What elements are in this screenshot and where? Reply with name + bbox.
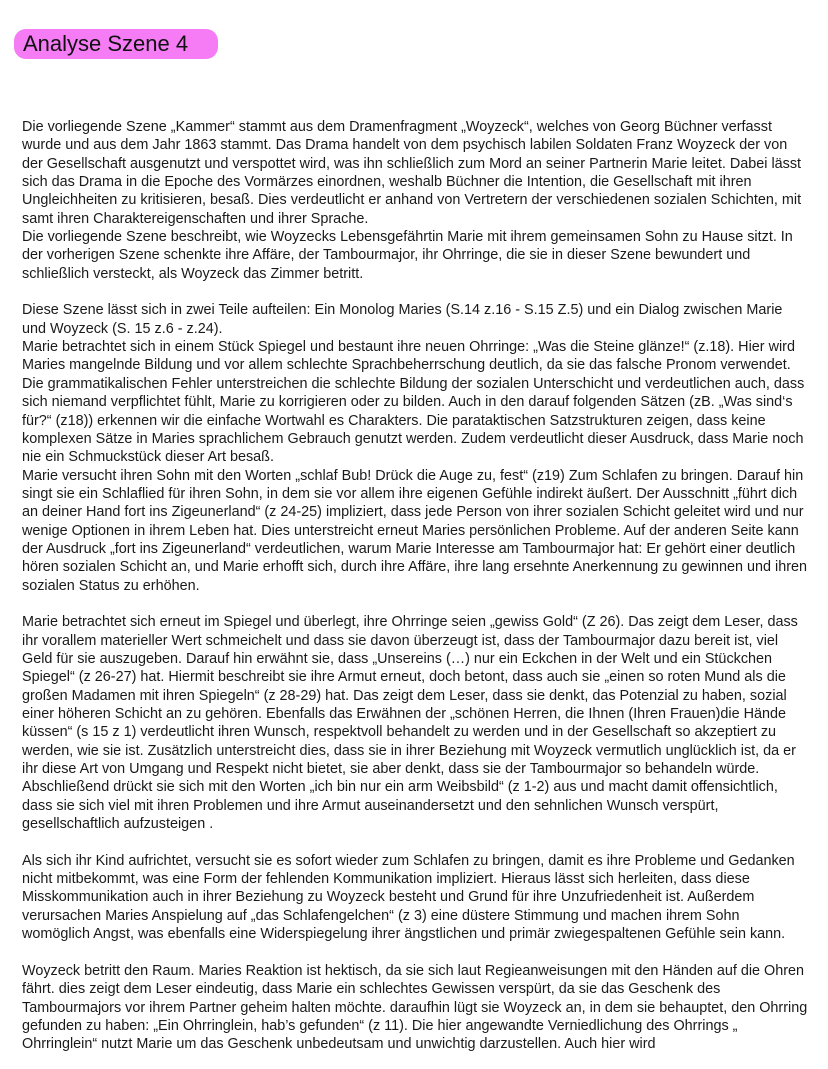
paragraph: Marie betrachtet sich in einem Stück Spiegel und bestaunt ihre neuen Ohrringe: „Was die Steine glänze!“ (z.18). Hier wird Maries mangelnde Bildung und vor allem schlechte Sprachbeherrschung deutlich, da sie das falsche Pronom verwendet. Die grammatikalischen Fehler unterstreichen die schlechte Bildung der sozialen Unterschicht und verdeutlichen auch, dass sich niemand verpflichtet fühlt, Marie zu korrigieren oder zu bilden. Auch in den darauf folgenden Sätzen (zB. „Was sind‘s für?“ (z18)) erkennen wir die einfache Wortwahl es Charakters. Die parataktischen Satzstrukturen zeigen, dass keine komplexen Sätze in Maries sprachlichem Gebrauch genutzt werden. Zudem verdeutlicht dieser Ausdruck, dass Marie noch nie ein Schmuckstück dieser Art besaß. — [22, 339, 805, 466]
paragraph: Diese Szene lässt sich in zwei Teile aufteilen: Ein Monolog Maries (S.14 z.16 - S.15 Z.5) und ein Dialog zwischen Marie und Woyzeck (S. 15 z.6 - z.24). — [22, 302, 783, 337]
document-body — [22, 118, 810, 1054]
paragraph-gap — [22, 283, 810, 301]
paragraph-gap — [22, 833, 810, 851]
page-title: Analyse Szene 4 — [14, 29, 218, 59]
paragraph: Marie versucht ihren Sohn mit den Worten „schlaf Bub! Drück die Auge zu, fest“ (z19) Zum Schlafen zu bringen. Darauf hin singt sie ein Schlaflied für ihren Sohn, in dem sie vor allem ihre eigenen Gefühle indirekt äußert. Der Ausschnitt „führt dich an deiner Hand fort ins Zigeunerland“ (z 24-25) impliziert, dass jede Person von ihrer sozialen Schicht geleitet wird und nur wenige Optionen in ihrem Leben hat. Dies unterstreicht erneut Maries persönlichen Probleme. Auf der anderen Seite kann der Ausdruck „fort ins Zigeunerland“ verdeutlichen, warum Marie Interesse am Tambourmajor hat: Er gehört einer deutlich hören sozialen Schicht an, und Marie erhofft sich, durch ihre Affäre, ihre lang ersehnte Anerkennung zu gewinnen und ihren sozialen Status zu erhöhen. — [22, 467, 808, 594]
paragraph: Woyzeck betritt den Raum. Maries Reaktion ist hektisch, da sie sich laut Regieanweisungen mit den Händen auf die Ohren fährt. dies zeigt dem Leser eindeutig, dass Marie ein schlechtes Gewissen verspürt, da sie das Geschenk des Tambourmajors vor ihrem Partner geheim halten möchte. daraufhin lügt sie Woyzeck an, in dem sie behauptet, den Ohrring gefunden zu haben: „Ein Ohrringlein, hab’s gefunden“ (z 11). Die hier angewandte Verniedlichung des Ohrrings „ Ohrringlein“ nutzt Marie um das Geschenk unbedeutsam und unwichtig darzustellen. Auch hier wird — [22, 962, 808, 1053]
paragraph-gap — [22, 943, 810, 961]
paragraph: Als sich ihr Kind aufrichtet, versucht sie es sofort wieder zum Schlafen zu bringen, damit es ihre Probleme und Gedanken nicht mitbekommt, was eine Form der fehlenden Kommunikation impliziert. Hieraus lässt sich herleiten, dass diese Misskommunikation auch in ihrer Beziehung zu Woyzeck besteht und Grund für ihre Unzufriedenheit ist. Außerdem verursachen Maries Anspielung auf „das Schlafengelchen“ (z 3) eine düstere Stimmung und machen ihrem Sohn womöglich Angst, was ebenfalls eine Widerspiegelung ihrer ängstlichen und primär zwiegespaltenen Gefühle sein kann. — [22, 852, 795, 943]
paragraph: Die vorliegende Szene beschreibt, wie Woyzecks Lebensgefährtin Marie mit ihrem gemeinsamen Sohn zu Hause sitzt. In der vorherigen Szene schenkte ihre Affäre, der Tambourmajor, ihr Ohrringe, die sie in dieser Szene bewundert und schließlich versteckt, als Woyzeck das Zimmer betritt. — [22, 229, 793, 282]
title-bar — [14, 29, 218, 59]
paragraph: Die vorliegende Szene „Kammer“ stammt aus dem Dramenfragment „Woyzeck“, welches von Georg Büchner verfasst wurde und aus dem Jahr 1863 stammt. Das Drama handelt von dem psychisch labilen Soldaten Franz Woyzeck der von der Gesellschaft ausgenutzt und verspottet wird, was ihn schließlich zum Mord an seiner Partnerin Marie leitet. Dabei lässt sich das Drama in die Epoche des Vormärzes einordnen, weshalb Büchner die Intention, die Gesellschaft mit ihren Ungleichheiten zu kritisieren, besaß. Dies verdeutlicht er anhand von Vertretern der verschiedenen sozialen Schichten, mit samt ihren Charaktereigenschaften und ihrer Sprache. — [22, 119, 802, 227]
paragraph-gap — [22, 595, 810, 613]
paragraph: Marie betrachtet sich erneut im Spiegel und überlegt, ihre Ohrringe seien „gewiss Gold“ (Z 26). Das zeigt dem Leser, dass ihr vorallem materieller Wert schmeichelt und dass sie davon überzeugt ist, dass der Tambourmajor dazu bereit ist, viel Geld für sie auszugeben. Darauf hin erwähnt sie, dass „Unsereins (…) nur ein Eckchen in der Welt und ein Stückchen Spiegel“ (z 26-27) hat. Hiermit beschreibt sie ihre Armut erneut, doch betont, dass auch sie „einen so roten Mund als die großen Madamen mit ihren Spiegeln“ (z 28-29) hat. Das zeigt dem Leser, dass sie denkt, das Potenzial zu haben, sozial einer höheren Schicht an zu gehören. Ebenfalls das Erwähnen der „schönen Herren, die Ihnen (Ihren Frauen)die Hände küssen“ (s 15 z 1) verdeutlicht ihren Wunsch, respektvoll behandelt zu werden und in der Gesellschaft so akzeptiert zu werden, wie sie ist. Zusätzlich unterstreicht dies, dass sie in ihrer Beziehung mit Woyzeck vermutlich unglücklich ist, da er ihr diese Art von Umgang und Respekt nicht bietet, sie aber denkt, dass sie der Tambourmajor so behandeln würde. Abschließend drückt sie sich mit den Worten „ich bin nur ein arm Weibsbild“ (z 1-2) aus und macht damit offensichtlich, dass sie sich viel mit ihren Problemen und ihre Armut auseinandersetzt und den sehnlichen Wunsch verspürt, gesellschaftlich aufzusteigen . — [22, 614, 798, 833]
